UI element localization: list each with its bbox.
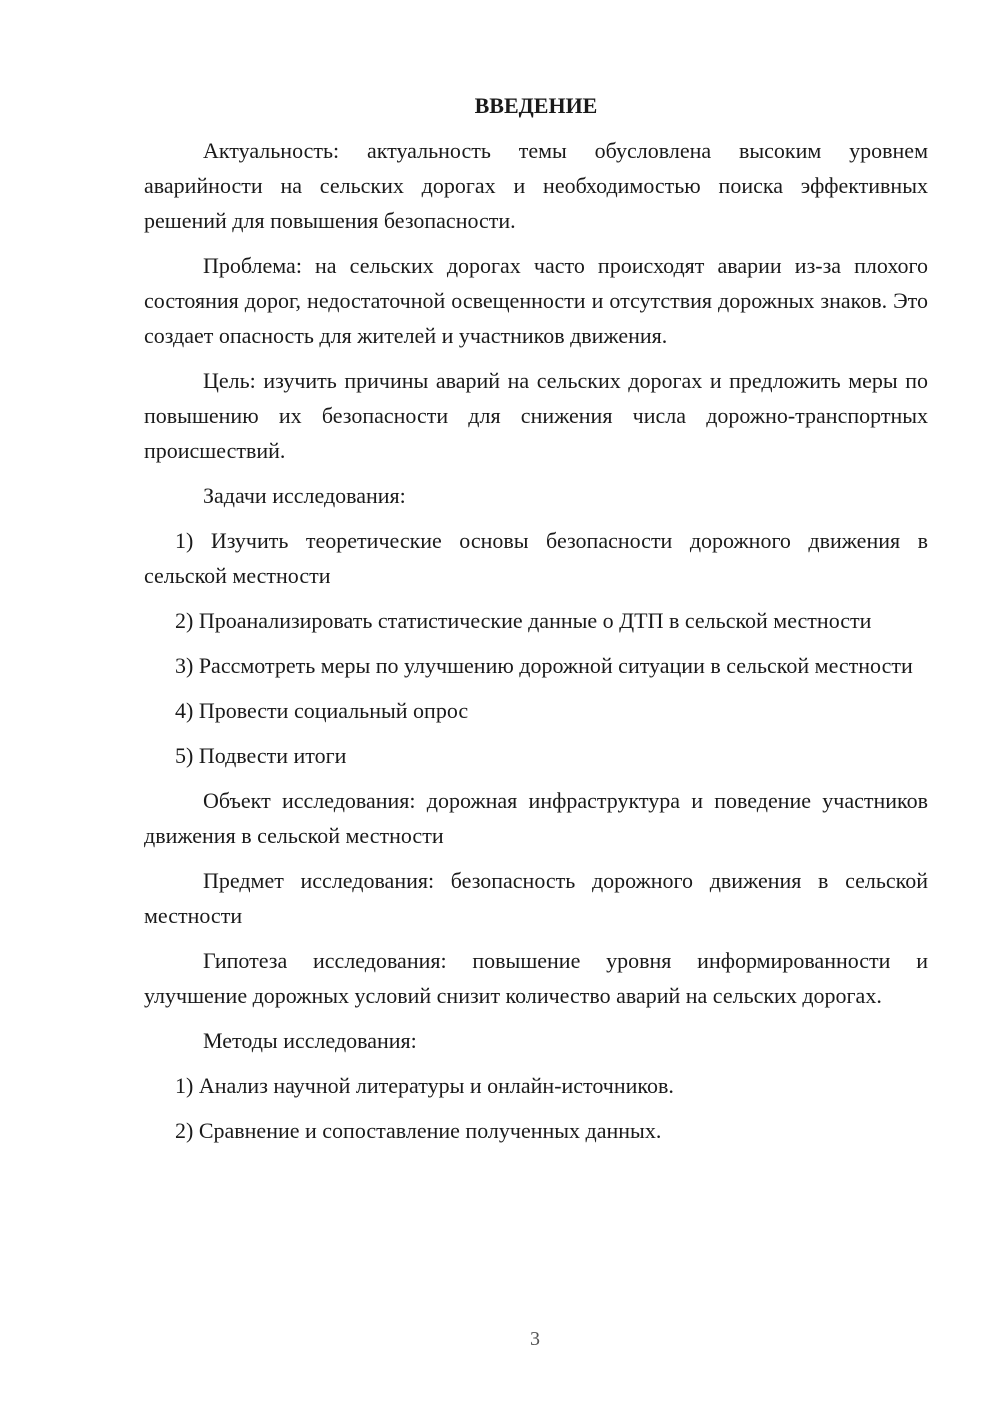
task-item-2: 2) Проанализировать статистические данные о ДТП в сельской местности — [175, 608, 872, 633]
method-item-2: 2) Сравнение и сопоставление полученных данных. — [175, 1118, 662, 1143]
relevance-paragraph: Актуальность: актуальность темы обусловлена высоким уровнем аварийности на сельских дорогах и необходимостью поиска эффективных решений для повышения безопасности. — [144, 138, 928, 233]
methods-heading: Методы исследования: — [203, 1028, 417, 1053]
task-item-3: 3) Рассмотреть меры по улучшению дорожной ситуации в сельской местности — [175, 653, 913, 678]
document-title: ВВЕДЕНИЕ — [474, 93, 598, 118]
tasks-heading: Задачи исследования: — [203, 483, 406, 508]
document-page — [144, 88, 928, 1158]
object-paragraph: Объект исследования: дорожная инфраструктура и поведение участников движения в сельской местности — [144, 788, 928, 848]
goal-paragraph: Цель: изучить причины аварий на сельских дорогах и предложить меры по повышению их безопасности для снижения числа дорожно-транспортных происшествий. — [144, 368, 928, 463]
task-item-1: 1) Изучить теоретические основы безопасности дорожного движения в сельской местности — [144, 528, 928, 588]
method-item-1: 1) Анализ научной литературы и онлайн-источников. — [175, 1073, 674, 1098]
problem-paragraph: Проблема: на сельских дорогах часто происходят аварии из-за плохого состояния дорог, недостаточной освещенности и отсутствия дорожных знаков. Это создает опасность для жителей и участников движения. — [144, 253, 928, 348]
page-number: 3 — [530, 1328, 540, 1350]
hypothesis-paragraph: Гипотеза исследования: повышение уровня информированности и улучшение дорожных условий снизит количество аварий на сельских дорогах. — [144, 948, 928, 1008]
task-item-4: 4) Провести социальный опрос — [175, 698, 469, 723]
subject-paragraph: Предмет исследования: безопасность дорожного движения в сельской местности — [144, 868, 928, 928]
task-item-5: 5) Подвести итоги — [175, 743, 347, 768]
